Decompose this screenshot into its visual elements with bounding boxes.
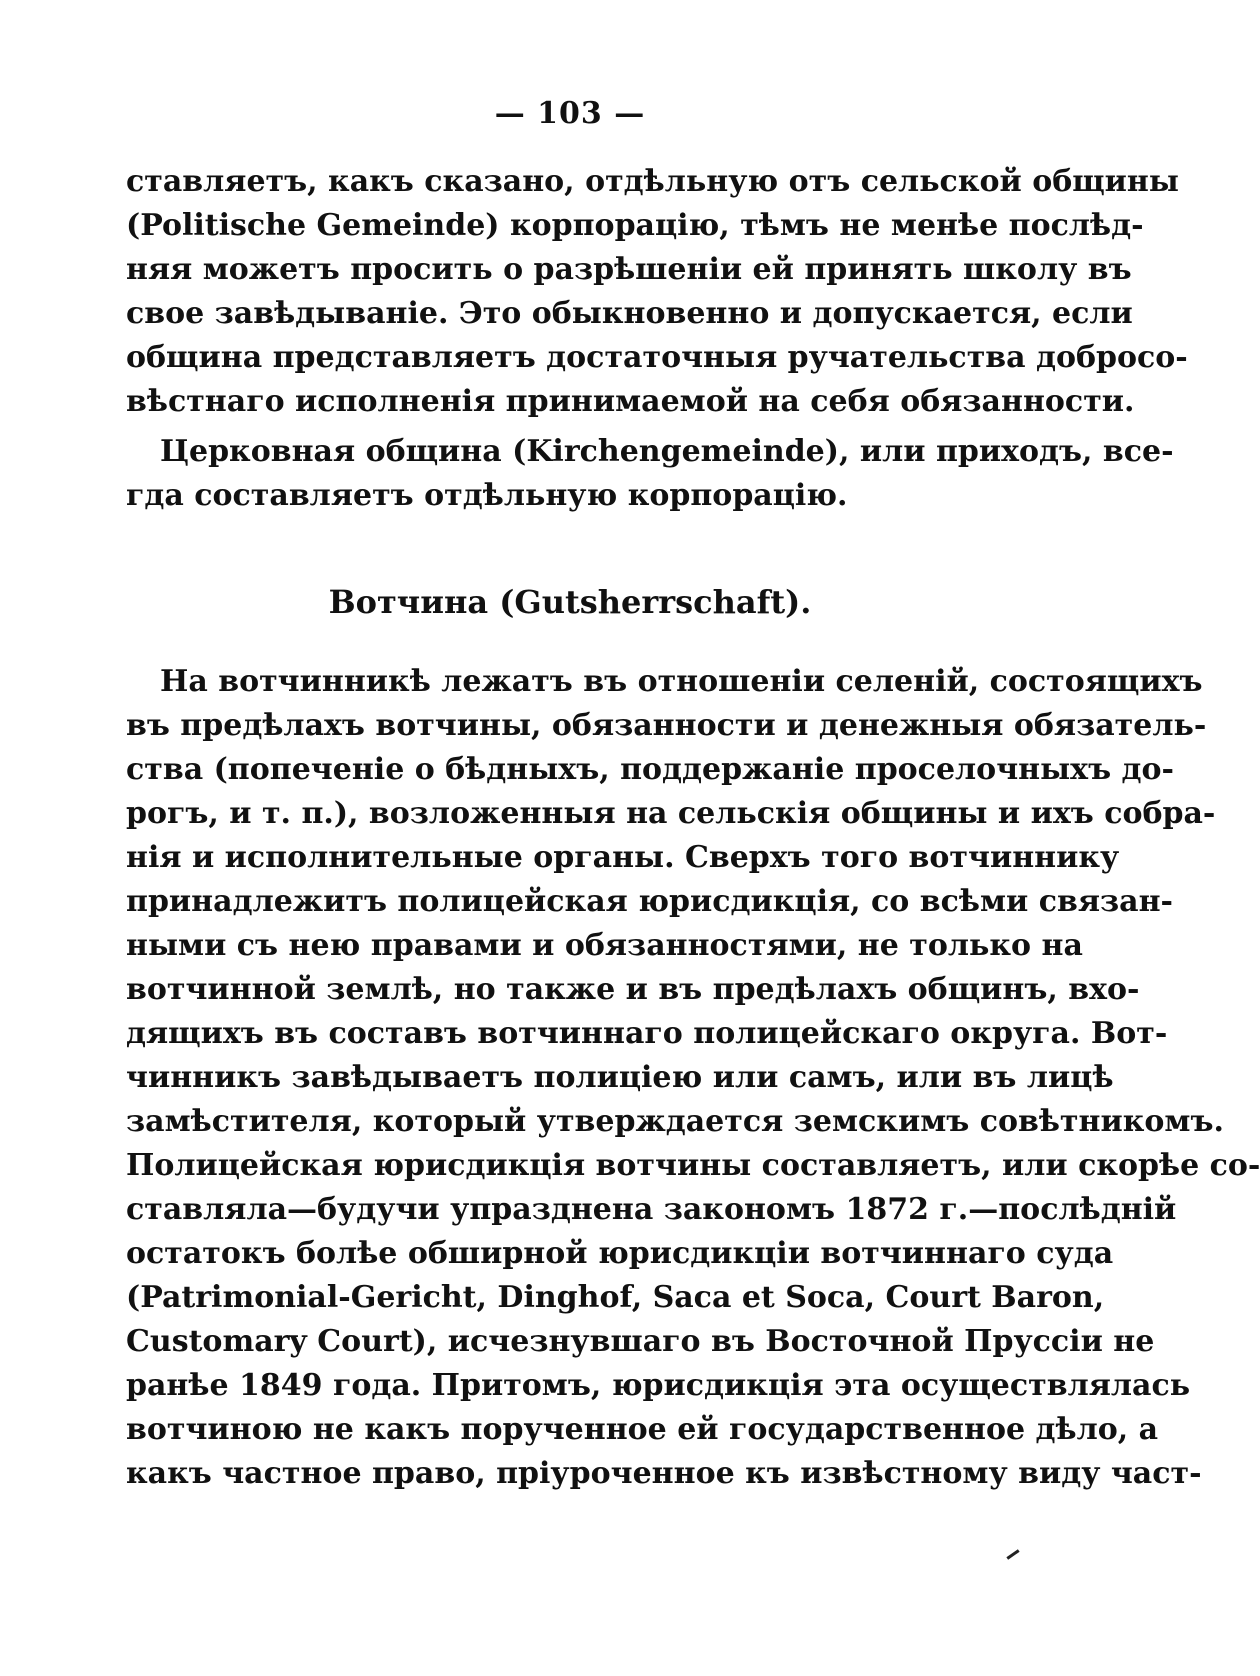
text-line: На вотчинникѣ лежатъ въ отношеніи селеній, состоящихъ bbox=[160, 664, 1203, 699]
text-line: рогъ, и т. п.), возложенныя на сельскія общины и ихъ собра- bbox=[126, 796, 1216, 831]
text-line: община представляетъ достаточныя ручательства добросо- bbox=[126, 340, 1188, 375]
text-line: гда составляетъ отдѣльную корпорацію. bbox=[126, 478, 848, 513]
text-line: ранѣе 1849 года. Притомъ, юрисдикція эта осуществлялась bbox=[126, 1368, 1191, 1403]
text-line: няя можетъ просить о разрѣшеніи ей принять школу въ bbox=[126, 252, 1132, 287]
text-line: (Politische Gemeinde) корпорацію, тѣмъ не менѣе послѣд- bbox=[126, 208, 1144, 243]
text-line: ставляетъ, какъ сказано, отдѣльную отъ сельской общины bbox=[126, 164, 1179, 199]
text-line: какъ частное право, пріуроченное къ извѣстному виду част- bbox=[126, 1456, 1202, 1491]
page-number: — 103 — bbox=[494, 96, 646, 131]
text-line: вотчиною не какъ порученное ей государственное дѣло, а bbox=[126, 1412, 1159, 1447]
section-heading: Вотчина (Gutsherrschaft). bbox=[328, 583, 812, 621]
text-line: ства (попеченіе о бѣдныхъ, поддержаніе проселочныхъ до- bbox=[126, 752, 1174, 787]
text-line: свое завѣдываніе. Это обыкновенно и допускается, если bbox=[126, 296, 1133, 331]
text-line: дящихъ въ составъ вотчиннаго полицейскаго округа. Вот- bbox=[126, 1016, 1168, 1051]
text-line: (Patrimonial-Gericht, Dinghof, Saca et Soca, Court Baron, bbox=[126, 1280, 1105, 1315]
text-line: Церковная община (Kirchengemeinde), или приходъ, все- bbox=[160, 434, 1174, 469]
text-line: ставляла—будучи упразднена закономъ 1872 г.—послѣдній bbox=[126, 1192, 1177, 1227]
text-line: принадлежитъ полицейская юрисдикція, со всѣми связан- bbox=[126, 884, 1173, 919]
text-line: остатокъ болѣе обширной юрисдикціи вотчиннаго суда bbox=[126, 1236, 1114, 1271]
text-line: ными съ нею правами и обязанностями, не только на bbox=[126, 928, 1083, 963]
ink-mark bbox=[1006, 1549, 1019, 1559]
text-line: чинникъ завѣдываетъ полиціею или самъ, или въ лицѣ bbox=[126, 1060, 1114, 1095]
text-line: въ предѣлахъ вотчины, обязанности и денежныя обязатель- bbox=[126, 708, 1207, 743]
text-line: вѣстнаго исполненія принимаемой на себя обязанности. bbox=[126, 384, 1135, 419]
text-line: Полицейская юрисдикція вотчины составляетъ, или скорѣе со- bbox=[126, 1148, 1260, 1183]
text-line: замѣстителя, который утверждается земскимъ совѣтникомъ. bbox=[126, 1104, 1224, 1139]
text-line: нія и исполнительные органы. Сверхъ того вотчиннику bbox=[126, 840, 1120, 875]
text-line: Customary Court), исчезнувшаго въ Восточной Пруссіи не bbox=[126, 1324, 1155, 1359]
text-line: вотчинной землѣ, но также и въ предѣлахъ общинъ, вхо- bbox=[126, 972, 1140, 1007]
